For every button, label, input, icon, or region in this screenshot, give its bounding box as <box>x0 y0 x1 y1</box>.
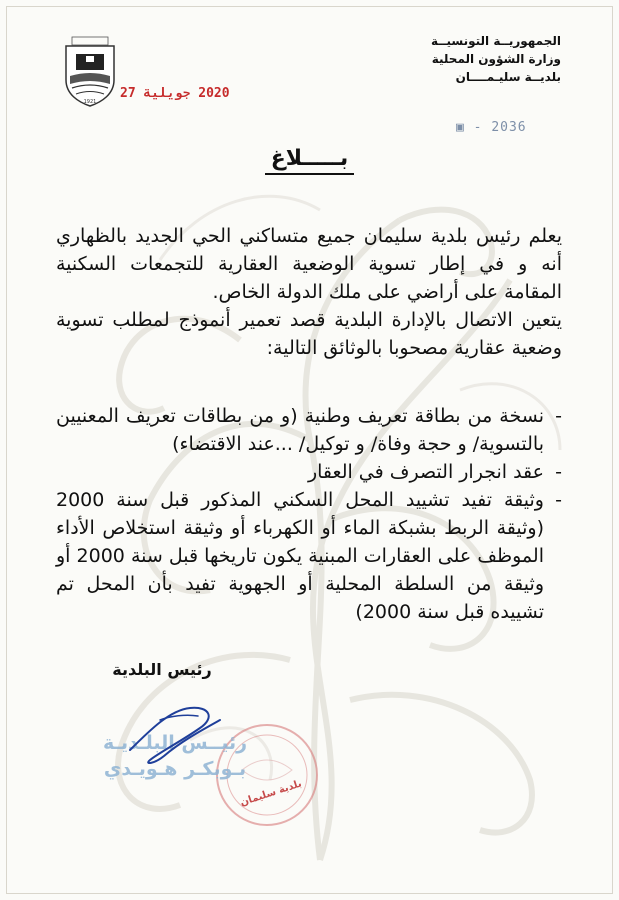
list-item-text: عقد انجرار التصرف في العقار <box>307 461 544 483</box>
list-bullet: - <box>555 489 562 511</box>
reference-number: ▣ - 2036 <box>456 120 527 135</box>
list-bullet: - <box>555 461 562 483</box>
list-item <box>56 402 562 458</box>
mayor-stamp-name: بـوبكـر هـويـدي <box>103 758 247 780</box>
mayor-stamp-title: رئيــس البلـديـة <box>102 732 248 754</box>
reference-value: 2036 <box>491 120 527 135</box>
title-text: بـــــلاغ <box>265 146 355 175</box>
letterhead <box>361 32 561 86</box>
list-item-text: وثيقة تفيد تشييد المحل السكني المذكور قبل سنة 2000 (وثيقة الربط بشبكة الماء أو الكهرباء أو وثيقة استخلاص الأداء الموظف على العقارات المبنية يكون تاريخها قبل سنة 2000 أو وثيقة من السلطة المحلية أو الجهوية تفيد بأن المحل تم تشييده قبل سنة 2000) <box>56 489 544 623</box>
announcement-body <box>56 222 562 362</box>
list-bullet: - <box>555 405 562 427</box>
municipality-logo <box>62 34 118 108</box>
documents-list <box>56 402 562 626</box>
date-stamp: 2020 جويلية 27 <box>120 86 230 101</box>
municipality-name: بلديــة سليـمــــان <box>455 70 561 84</box>
handwritten-signature <box>120 690 230 770</box>
republic-name: الجمهوريــة التونسيــة <box>431 34 561 48</box>
signature-title: رئيس البلدية <box>112 660 212 679</box>
list-item <box>56 458 562 486</box>
list-item-text: نسخة من بطاقة تعريف وطنية (و من بطاقات تعريف المعنيين بالتسوية/ و حجة وفاة/ و توكيل/ ...عند الاقتضاء) <box>56 405 544 455</box>
round-stamp-text: بلدية سليمان <box>238 778 304 809</box>
page-title <box>0 146 619 171</box>
paragraph-instructions: يتعين الاتصال بالإدارة البلدية قصد تعمير أنموذج لمطلب تسوية وضعية عقارية مصحوبا بالوثائق التالية: <box>56 309 562 359</box>
svg-text:1921: 1921 <box>83 99 97 105</box>
list-item <box>56 486 562 626</box>
paragraph-intro: يعلم رئيس بلدية سليمان جميع متساكني الحي الجديد بالظهاري أنه و في إطار تسوية الوضعية العقارية للتجمعات السكنية المقامة على أراضي على ملك الدولة الخاص. <box>56 225 562 303</box>
ministry-name: وزارة الشؤون المحلية <box>431 52 561 66</box>
